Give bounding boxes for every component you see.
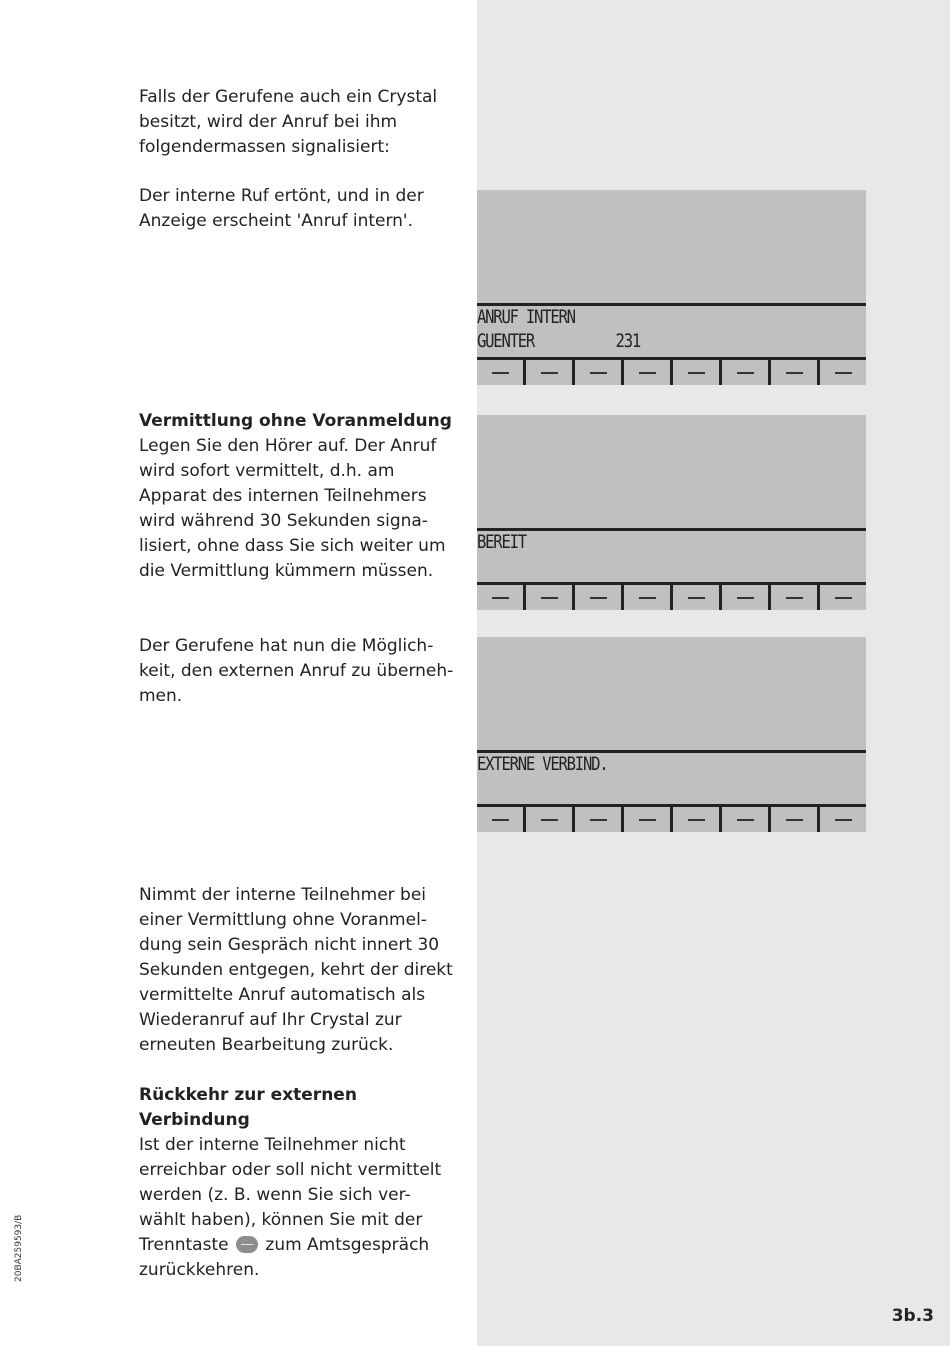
- direct-transfer-section: [139, 409, 459, 584]
- lcd-line-2: GUENTER 231: [477, 330, 641, 352]
- text-line: Wiederanruf auf Ihr Crystal zur: [139, 1010, 402, 1030]
- text-line: Der interne Ruf ertönt, und in der: [139, 186, 424, 206]
- text-line: wählt haben), können Sie mit der: [139, 1210, 423, 1230]
- text-line: dung sein Gespräch nicht innert 30: [139, 935, 440, 955]
- return-section: [139, 1083, 459, 1283]
- softkey-7[interactable]: [768, 360, 817, 385]
- text-line: vermittelte Anruf automatisch als: [139, 985, 426, 1005]
- softkey-1[interactable]: [477, 360, 523, 385]
- trenn-after: zum Amtsgespräch: [265, 1235, 430, 1255]
- page-number: 3b.3: [891, 1306, 934, 1326]
- trenn-key-icon: [236, 1236, 258, 1253]
- softkey-3[interactable]: [572, 585, 621, 610]
- section-heading: Vermittlung ohne Voranmeldung: [139, 411, 452, 431]
- text-line: Legen Sie den Hörer auf. Der Anruf: [139, 436, 437, 456]
- text-line: erreichbar oder soll nicht vermittelt: [139, 1160, 442, 1180]
- text-line: Der Gerufene hat nun die Möglich-: [139, 636, 434, 656]
- text-line: Anzeige erscheint 'Anruf intern'.: [139, 211, 414, 231]
- text-line: werden (z. B. wenn Sie sich ver-: [139, 1185, 411, 1205]
- lcd-line-1: BEREIT: [477, 531, 526, 553]
- text-line: wird während 30 Sekunden signa-: [139, 511, 428, 531]
- softkey-row: [477, 807, 866, 832]
- softkey-2[interactable]: [523, 807, 572, 832]
- text-line: lisiert, ohne dass Sie sich weiter um: [139, 536, 446, 556]
- text-line: Falls der Gerufene auch ein Crystal: [139, 87, 438, 107]
- softkey-3[interactable]: [572, 360, 621, 385]
- lcd-line-1: EXTERNE VERBIND.: [477, 753, 608, 775]
- lcd-separator: [477, 528, 866, 531]
- no-answer-paragraph: [139, 883, 459, 1058]
- text-line: Nimmt der interne Teilnehmer bei: [139, 885, 427, 905]
- softkey-7[interactable]: [768, 585, 817, 610]
- text-line: zurückkehren.: [139, 1260, 260, 1280]
- takeover-paragraph: [139, 634, 459, 709]
- softkey-8[interactable]: [817, 585, 866, 610]
- trenn-label: Trenntaste: [139, 1235, 229, 1255]
- softkey-3[interactable]: [572, 807, 621, 832]
- text-line: erneuten Bearbeitung zurück.: [139, 1035, 394, 1055]
- lcd-display-externe-verbind: [477, 637, 866, 832]
- section-heading: Rückkehr zur externen: [139, 1085, 357, 1105]
- softkey-8[interactable]: [817, 360, 866, 385]
- section-heading: Verbindung: [139, 1110, 250, 1130]
- text-line: die Vermittlung kümmern müssen.: [139, 561, 434, 581]
- softkey-7[interactable]: [768, 807, 817, 832]
- text-line: [139, 1233, 459, 1258]
- softkey-1[interactable]: [477, 807, 523, 832]
- intro-paragraph: [139, 85, 459, 160]
- softkey-6[interactable]: [719, 585, 768, 610]
- softkey-5[interactable]: [670, 360, 719, 385]
- softkey-2[interactable]: [523, 585, 572, 610]
- lcd-display-bereit: [477, 415, 866, 610]
- softkey-5[interactable]: [670, 807, 719, 832]
- text-line: besitzt, wird der Anruf bei ihm: [139, 112, 398, 132]
- lcd-display-anruf-intern: [477, 190, 866, 385]
- text-line: wird sofort vermittelt, d.h. am: [139, 461, 395, 481]
- text-line: Apparat des internen Teilnehmers: [139, 486, 427, 506]
- softkey-row: [477, 360, 866, 385]
- internal-call-paragraph: [139, 184, 459, 234]
- text-line: einer Vermittlung ohne Voranmel-: [139, 910, 427, 930]
- softkey-1[interactable]: [477, 585, 523, 610]
- text-line: keit, den externen Anruf zu überneh-: [139, 661, 454, 681]
- softkey-4[interactable]: [621, 360, 670, 385]
- text-line: Ist der interne Teilnehmer nicht: [139, 1135, 406, 1155]
- softkey-4[interactable]: [621, 585, 670, 610]
- softkey-8[interactable]: [817, 807, 866, 832]
- softkey-4[interactable]: [621, 807, 670, 832]
- text-line: folgendermassen signalisiert:: [139, 137, 390, 157]
- softkey-6[interactable]: [719, 807, 768, 832]
- document-id: 20BA259593/B: [14, 1214, 24, 1282]
- text-line: Sekunden entgegen, kehrt der direkt: [139, 960, 453, 980]
- softkey-2[interactable]: [523, 360, 572, 385]
- softkey-5[interactable]: [670, 585, 719, 610]
- text-line: men.: [139, 686, 183, 706]
- softkey-6[interactable]: [719, 360, 768, 385]
- softkey-row: [477, 585, 866, 610]
- lcd-line-1: ANRUF INTERN: [477, 306, 575, 328]
